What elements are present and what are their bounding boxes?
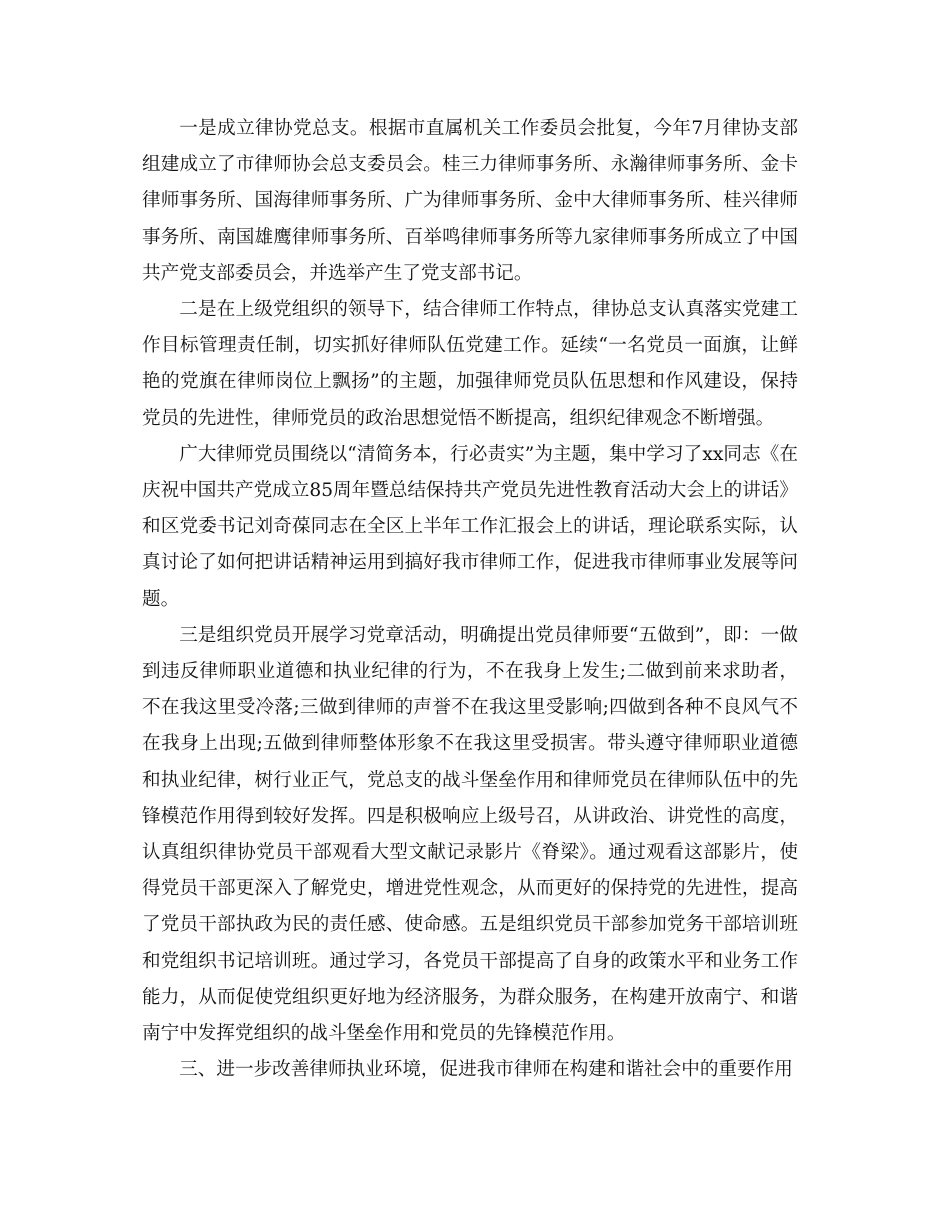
paragraph-3: 广大律师党员围绕以“清简务本，行必责实”为主题，集中学习了xx同志《在庆祝中国共产党成立85周年暨总结保持共产党员先进性教育活动大会上的讲话》和区党委书记刘奇葆同志在全区上半年工作汇报会上的讲话，理论联系实际，认真讨论了如何把讲话精神运用到搞好我市律师工作，促进我市律师事业发展等问题。 [142,443,798,610]
section-heading-3: 三、进一步改善律师执业环境，促进我市律师在构建和谐社会中的重要作用 [179,1059,793,1081]
paragraph-1: 一是成立律协党总支。根据市直属机关工作委员会批复，今年7月律协支部组建成立了市律师协会总支委员会。桂三力律师事务所、永瀚律师事务所、金卡律师事务所、国海律师事务所、广为律师事务所、金中大律师事务所、桂兴律师事务所、南国雄鹰律师事务所、百举鸣律师事务所等九家律师事务所成立了中国共产党支部委员会，并选举产生了党支部书记。 [142,118,798,284]
paragraph-4: 三是组织党员开展学习党章活动，明确提出党员律师要“五做到”，即：一做到违反律师职业道德和执业纪律的行为，不在我身上发生;二做到前来求助者，不在我这里受冷落;三做到律师的声誉不在我这里受影响;四做到各种不良风气不在我身上出现;五做到律师整体形象不在我这里受损害。带头遵守律师职业道德和执业纪律，树行业正气，党总支的战斗堡垒作用和律师党员在律师队伍中的先锋模范作用得到较好发挥。四是积极响应上级号召，从讲政治、讲党性的高度，认真组织律协党员干部观看大型文献记录影片《脊梁》。通过观看这部影片，使得党员干部更深入了解党史，增进党性观念，从而更好的保持党的先进性，提高了党员干部执政为民的责任感、使命感。五是组织党员干部参加党务干部培训班和党组织书记培训班。通过学习，各党员干部提高了自身的政策水平和业务工作能力，从而促使党组织更好地为经济服务，为群众服务，在构建开放南宁、和谐南宁中发挥党组织的战斗堡垒作用和党员的先锋模范作用。 [142,624,798,1045]
document-body [142,111,798,1088]
paragraph-2: 二是在上级党组织的领导下，结合律师工作特点，律协总支认真落实党建工作目标管理责任制，切实抓好律师队伍党建工作。延续“一名党员一面旗，让鲜艳的党旗在律师岗位上飘扬”的主题，加强律师党员队伍思想和作风建设，保持党员的先进性，律师党员的政治思想觉悟不断提高，组织纪律观念不断增强。 [142,299,798,429]
